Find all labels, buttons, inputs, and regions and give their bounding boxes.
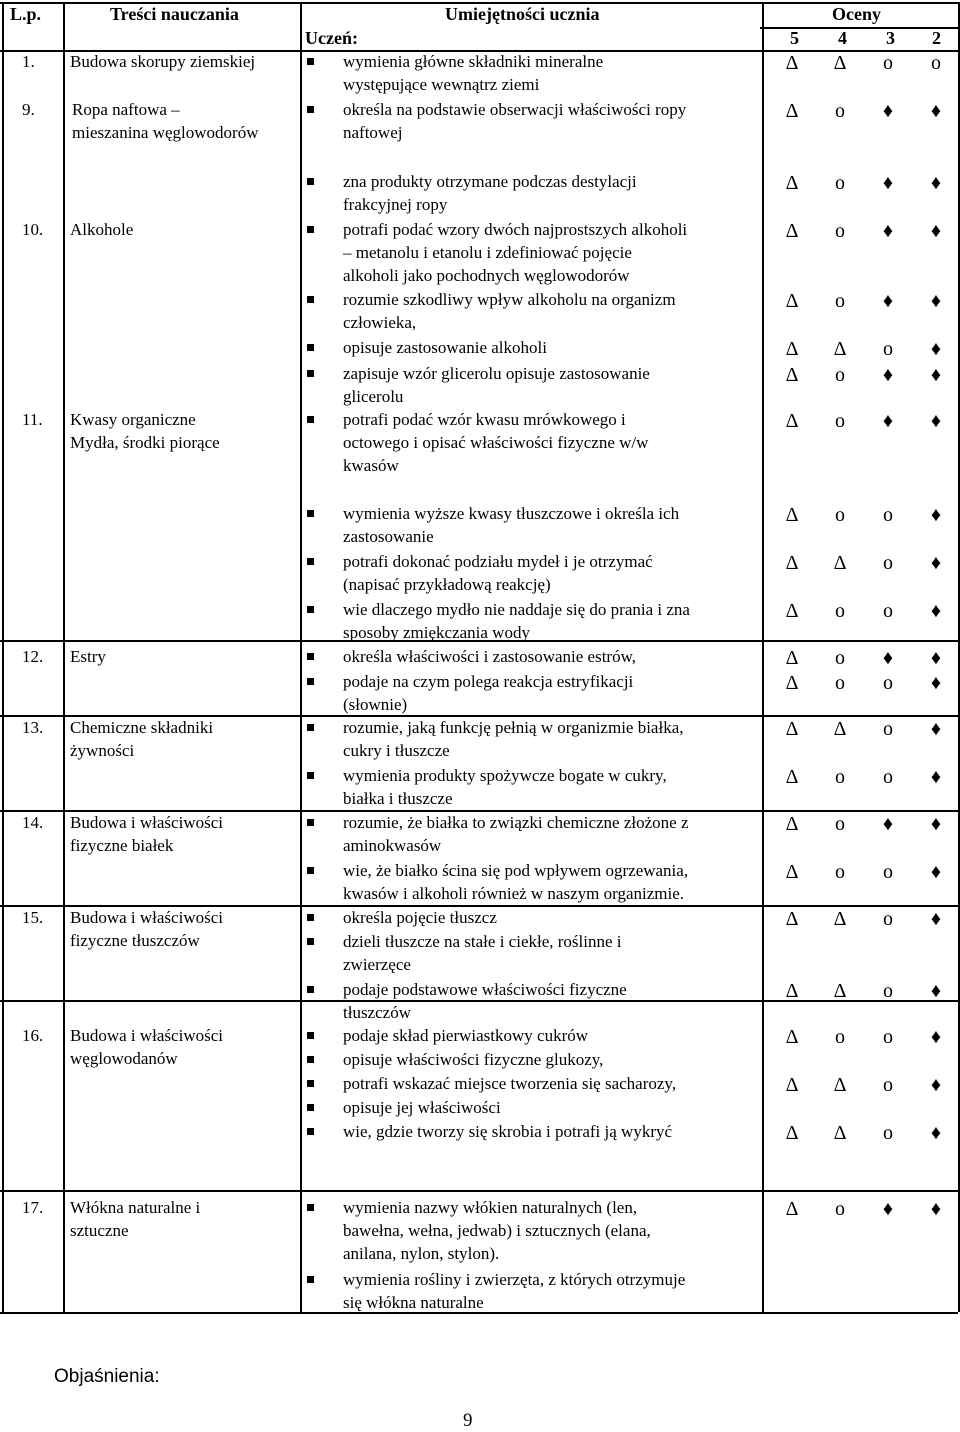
triangle-icon: Δ	[785, 100, 799, 122]
table-vertical-rule	[300, 2, 302, 1312]
diamond-icon: ♦	[930, 861, 942, 883]
skill-text: alkoholi jako pochodnych węglowodorów	[343, 266, 630, 285]
triangle-icon: Δ	[833, 338, 847, 360]
triangle-icon: Δ	[785, 1122, 799, 1144]
diamond-icon: ♦	[882, 172, 894, 194]
circle-icon: o	[835, 672, 845, 694]
triangle-icon: Δ	[785, 766, 799, 788]
diamond-icon: ♦	[930, 766, 942, 788]
header-student: Uczeń:	[305, 28, 358, 48]
triangle-icon: Δ	[785, 504, 799, 526]
skill-text: frakcyjnej ropy	[343, 195, 448, 214]
skill-text: wie, gdzie tworzy się skrobia i potrafi ją wykryć	[343, 1122, 673, 1141]
triangle-icon: Δ	[833, 980, 847, 1002]
skill-text: (napisać przykładową reakcję)	[343, 575, 551, 594]
skill-text: anilana, nylon, stylon).	[343, 1244, 500, 1263]
bullet-icon	[307, 867, 314, 874]
circle-icon: o	[883, 552, 893, 574]
legend-label: Objaśnienia:	[54, 1366, 160, 1387]
triangle-icon: Δ	[785, 813, 799, 835]
bullet-icon	[307, 819, 314, 826]
header-grade: 3	[886, 28, 895, 48]
skill-text: zapisuje wzór glicerolu opisuje zastosowanie	[343, 364, 650, 383]
skill-text: białka i tłuszcze	[343, 789, 453, 808]
bullet-icon	[307, 914, 314, 921]
skill-text: glicerolu	[343, 387, 404, 406]
circle-icon: o	[835, 172, 845, 194]
row-number: 17.	[22, 1198, 44, 1217]
diamond-icon: ♦	[930, 410, 942, 432]
row-number: 1.	[22, 52, 35, 71]
diamond-icon: ♦	[930, 718, 942, 740]
skill-text: wymienia rośliny i zwierzęta, z których otrzymuje	[343, 1270, 686, 1289]
topic-text: fizyczne białek	[70, 836, 174, 855]
skill-text: rozumie, jaką funkcję pełnią w organizmie białka,	[343, 718, 684, 737]
header-lp: L.p.	[10, 4, 42, 24]
triangle-icon: Δ	[785, 410, 799, 432]
topic-text: Budowa skorupy ziemskiej	[70, 52, 256, 71]
diamond-icon: ♦	[930, 980, 942, 1002]
triangle-icon: Δ	[785, 52, 799, 74]
topic-text: sztuczne	[70, 1221, 129, 1240]
skill-text: określa właściwości i zastosowanie estrów,	[343, 647, 637, 666]
diamond-icon: ♦	[930, 908, 942, 930]
skill-text: rozumie szkodliwy wpływ alkoholu na organizm	[343, 290, 676, 309]
skill-text: wymienia nazwy włókien naturalnych (len,	[343, 1198, 638, 1217]
circle-icon: o	[883, 861, 893, 883]
header-grades: Oceny	[832, 4, 881, 24]
triangle-icon: Δ	[785, 338, 799, 360]
topic-text: Alkohole	[70, 220, 134, 239]
bullet-icon	[307, 106, 314, 113]
row-number: 13.	[22, 718, 44, 737]
circle-icon: o	[835, 290, 845, 312]
bullet-icon	[307, 1204, 314, 1211]
circle-icon: o	[883, 718, 893, 740]
circle-icon: o	[883, 600, 893, 622]
header-grade: 5	[790, 28, 799, 48]
bullet-icon	[307, 772, 314, 779]
triangle-icon: Δ	[833, 1074, 847, 1096]
diamond-icon: ♦	[882, 100, 894, 122]
topic-text: Ropa naftowa –	[72, 100, 180, 119]
circle-icon: o	[835, 504, 845, 526]
skill-text: wymienia wyższe kwasy tłuszczowe i określa ich	[343, 504, 680, 523]
topic-text: Estry	[70, 647, 106, 666]
circle-icon: o	[835, 1198, 845, 1220]
circle-icon: o	[883, 908, 893, 930]
bullet-icon	[307, 986, 314, 993]
skill-text: określa pojęcie tłuszcz	[343, 908, 497, 927]
bullet-icon	[307, 1080, 314, 1087]
diamond-icon: ♦	[882, 1198, 894, 1220]
circle-icon: o	[883, 1026, 893, 1048]
bullet-icon	[307, 1032, 314, 1039]
diamond-icon: ♦	[930, 1074, 942, 1096]
triangle-icon: Δ	[785, 908, 799, 930]
topic-text: węglowodanów	[70, 1049, 178, 1068]
skill-text: wie, że białko ścina się pod wpływem ogrzewania,	[343, 861, 689, 880]
skill-text: tłuszczów	[343, 1003, 411, 1022]
triangle-icon: Δ	[785, 1198, 799, 1220]
circle-icon: o	[883, 672, 893, 694]
skill-text: wymienia produkty spożywcze bogate w cukry,	[343, 766, 667, 785]
skill-text: podaje skład pierwiastkowy cukrów	[343, 1026, 589, 1045]
skill-text: potrafi wskazać miejsce tworzenia się sacharozy,	[343, 1074, 677, 1093]
row-number: 12.	[22, 647, 44, 666]
topic-text: Włókna naturalne i	[70, 1198, 201, 1217]
skill-text: człowieka,	[343, 313, 417, 332]
triangle-icon: Δ	[785, 172, 799, 194]
circle-icon: o	[883, 1122, 893, 1144]
triangle-icon: Δ	[785, 980, 799, 1002]
triangle-icon: Δ	[785, 364, 799, 386]
circle-icon: o	[835, 766, 845, 788]
bullet-icon	[307, 226, 314, 233]
skill-text: rozumie, że białka to związki chemiczne złożone z	[343, 813, 689, 832]
diamond-icon: ♦	[930, 220, 942, 242]
row-number: 9.	[22, 100, 35, 119]
bullet-icon	[307, 606, 314, 613]
bullet-icon	[307, 1104, 314, 1111]
diamond-icon: ♦	[930, 552, 942, 574]
circle-icon: o	[835, 100, 845, 122]
row-number: 10.	[22, 220, 44, 239]
triangle-icon: Δ	[785, 600, 799, 622]
circle-icon: o	[835, 410, 845, 432]
skill-text: podaje podstawowe właściwości fizyczne	[343, 980, 627, 999]
skill-text: zastosowanie	[343, 527, 434, 546]
diamond-icon: ♦	[930, 290, 942, 312]
bullet-icon	[307, 370, 314, 377]
skill-text: dzieli tłuszcze na stałe i ciekłe, roślinne i	[343, 932, 622, 951]
skill-text: – metanolu i etanolu i zdefiniować pojęcie	[343, 243, 632, 262]
circle-icon: o	[883, 980, 893, 1002]
bullet-icon	[307, 653, 314, 660]
skill-text: opisuje zastosowanie alkoholi	[343, 338, 547, 357]
diamond-icon: ♦	[882, 410, 894, 432]
diamond-icon: ♦	[930, 504, 942, 526]
row-number: 15.	[22, 908, 44, 927]
header-topics: Treści nauczania	[110, 4, 239, 24]
skill-text: naftowej	[343, 123, 403, 142]
skill-text: kwasów	[343, 456, 399, 475]
bullet-icon	[307, 296, 314, 303]
bullet-icon	[307, 416, 314, 423]
triangle-icon: Δ	[785, 718, 799, 740]
triangle-icon: Δ	[833, 908, 847, 930]
diamond-icon: ♦	[882, 647, 894, 669]
triangle-icon: Δ	[833, 552, 847, 574]
table-horizontal-rule	[0, 1190, 958, 1192]
header-grade: 4	[838, 28, 847, 48]
table-vertical-rule	[2, 2, 4, 1312]
skill-text: zna produkty otrzymane podczas destylacji	[343, 172, 637, 191]
skill-text: opisuje właściwości fizyczne glukozy,	[343, 1050, 604, 1069]
bullet-icon	[307, 1056, 314, 1063]
skill-text: octowego i opisać właściwości fizyczne w/w	[343, 433, 649, 452]
table-vertical-rule	[63, 2, 65, 1312]
diamond-icon: ♦	[882, 364, 894, 386]
topic-text: Budowa i właściwości	[70, 813, 223, 832]
circle-icon: o	[835, 861, 845, 883]
diamond-icon: ♦	[930, 813, 942, 835]
diamond-icon: ♦	[930, 338, 942, 360]
circle-icon: o	[883, 52, 893, 74]
bullet-icon	[307, 344, 314, 351]
triangle-icon: Δ	[785, 861, 799, 883]
triangle-icon: Δ	[785, 1026, 799, 1048]
bullet-icon	[307, 938, 314, 945]
topic-text: Chemiczne składniki	[70, 718, 214, 737]
skill-text: się włókna naturalne	[343, 1293, 484, 1312]
diamond-icon: ♦	[930, 364, 942, 386]
topic-text: Mydła, środki piorące	[70, 433, 220, 452]
triangle-icon: Δ	[785, 647, 799, 669]
skill-text: występujące wewnątrz ziemi	[343, 75, 540, 94]
skill-text: kwasów i alkoholi również w naszym organizmie.	[343, 884, 685, 903]
topic-text: fizyczne tłuszczów	[70, 931, 200, 950]
diamond-icon: ♦	[930, 647, 942, 669]
triangle-icon: Δ	[785, 672, 799, 694]
bullet-icon	[307, 724, 314, 731]
skill-text: aminokwasów	[343, 836, 442, 855]
skill-text: sposoby zmiękczania wody	[343, 623, 530, 642]
bullet-icon	[307, 58, 314, 65]
triangle-icon: Δ	[785, 220, 799, 242]
skill-text: cukry i tłuszcze	[343, 741, 450, 760]
skill-text: potrafi podać wzór kwasu mrówkowego i	[343, 410, 626, 429]
header-skills: Umiejętności ucznia	[445, 4, 600, 24]
circle-icon: o	[883, 766, 893, 788]
topic-text: mieszanina węglowodorów	[72, 123, 259, 142]
page-number: 9	[463, 1410, 473, 1431]
skill-text: podaje na czym polega reakcja estryfikacji	[343, 672, 634, 691]
triangle-icon: Δ	[785, 552, 799, 574]
diamond-icon: ♦	[882, 290, 894, 312]
circle-icon: o	[931, 52, 941, 74]
diamond-icon: ♦	[930, 100, 942, 122]
triangle-icon: Δ	[785, 1074, 799, 1096]
circle-icon: o	[835, 647, 845, 669]
diamond-icon: ♦	[930, 1122, 942, 1144]
circle-icon: o	[835, 364, 845, 386]
header-grade: 2	[932, 28, 941, 48]
triangle-icon: Δ	[833, 1122, 847, 1144]
topic-text: Budowa i właściwości	[70, 1026, 223, 1045]
diamond-icon: ♦	[882, 220, 894, 242]
diamond-icon: ♦	[882, 813, 894, 835]
diamond-icon: ♦	[930, 172, 942, 194]
circle-icon: o	[835, 813, 845, 835]
bullet-icon	[307, 1276, 314, 1283]
diamond-icon: ♦	[930, 1198, 942, 1220]
circle-icon: o	[835, 1026, 845, 1048]
skill-text: bawełna, wełna, jedwab) i sztucznych (elana,	[343, 1221, 651, 1240]
topic-text: żywności	[70, 741, 135, 760]
row-number: 16.	[22, 1026, 44, 1045]
circle-icon: o	[835, 600, 845, 622]
bullet-icon	[307, 178, 314, 185]
bullet-icon	[307, 1128, 314, 1135]
bullet-icon	[307, 678, 314, 685]
skill-text: wie dlaczego mydło nie naddaje się do prania i zna	[343, 600, 690, 619]
triangle-icon: Δ	[833, 52, 847, 74]
circle-icon: o	[883, 1074, 893, 1096]
circle-icon: o	[883, 338, 893, 360]
row-number: 11.	[22, 410, 43, 429]
skill-text: opisuje jej właściwości	[343, 1098, 501, 1117]
bullet-icon	[307, 510, 314, 517]
topic-text: Kwasy organiczne	[70, 410, 196, 429]
bullet-icon	[307, 558, 314, 565]
triangle-icon: Δ	[785, 290, 799, 312]
skill-text: określa na podstawie obserwacji właściwości ropy	[343, 100, 687, 119]
skill-text: (słownie)	[343, 695, 408, 714]
diamond-icon: ♦	[930, 600, 942, 622]
skill-text: wymienia główne składniki mineralne	[343, 52, 604, 71]
table-vertical-rule	[762, 2, 764, 1312]
circle-icon: o	[835, 220, 845, 242]
diamond-icon: ♦	[930, 1026, 942, 1048]
skill-text: potrafi dokonać podziału mydeł i je otrzymać	[343, 552, 653, 571]
topic-text: Budowa i właściwości	[70, 908, 223, 927]
skill-text: potrafi podać wzory dwóch najprostszych alkoholi	[343, 220, 688, 239]
row-number: 14.	[22, 813, 44, 832]
circle-icon: o	[883, 504, 893, 526]
triangle-icon: Δ	[833, 718, 847, 740]
diamond-icon: ♦	[930, 672, 942, 694]
skill-text: zwierzęce	[343, 955, 411, 974]
